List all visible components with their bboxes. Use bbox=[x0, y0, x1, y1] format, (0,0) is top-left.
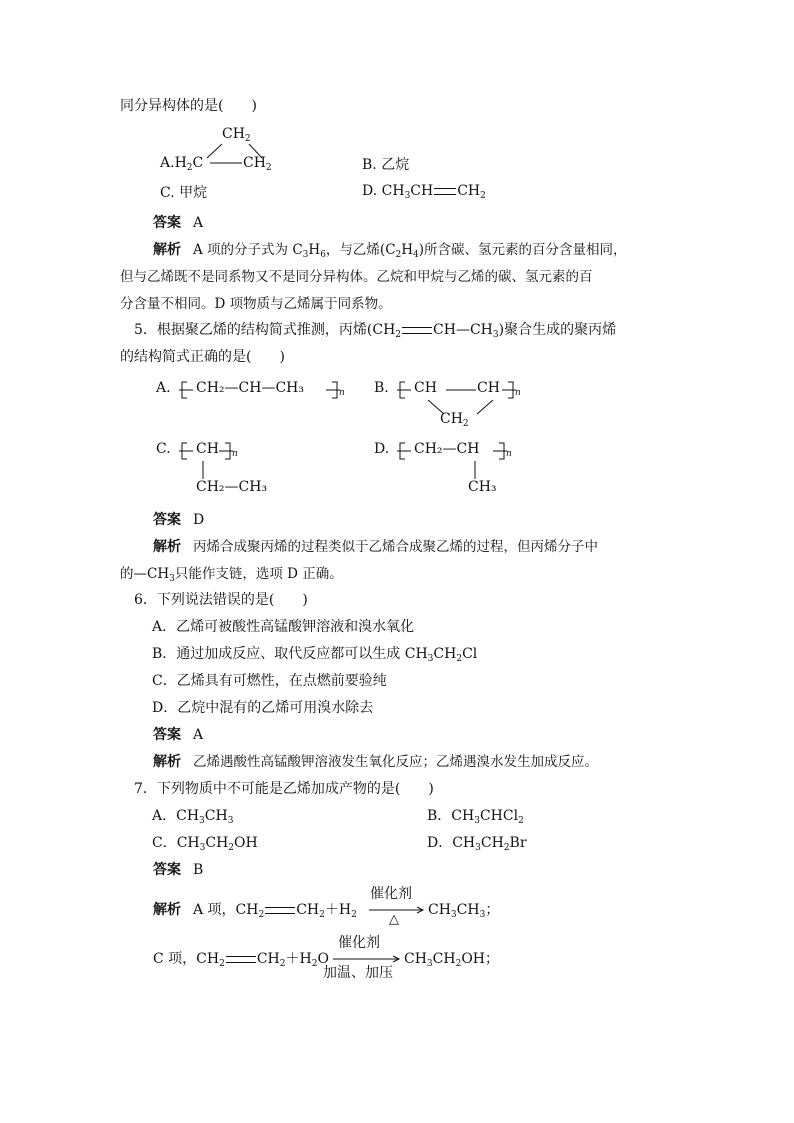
q5-optB-n: n bbox=[515, 388, 521, 398]
q6-analysis: 解析 乙烯遇酸性高锰酸钾溶液发生氧化反应；乙烯遇溴水发生加成反应。 bbox=[153, 754, 598, 770]
q4-optA-ch2-right: $CH_2$ bbox=[243, 155, 272, 173]
q7-eqA-left: 解析 A 项，$CH_2$ $CH_2+H_2$ bbox=[153, 902, 357, 920]
q7-optB: B．$CH_3CHCl_2$ bbox=[427, 808, 524, 826]
q6-optA: A．乙烯可被酸性高锰酸钾溶液和溴水氧化 bbox=[152, 619, 415, 635]
q7-eqC-left: C 项，$CH_2$ $CH_2+H_2O$ bbox=[153, 951, 329, 969]
q4-optA-ch2-top: $CH_2$ bbox=[222, 126, 251, 144]
q6-optC: C．乙烯具有可燃性，在点燃前要验纯 bbox=[152, 673, 387, 689]
q5-optB-ch-left: CH bbox=[414, 380, 437, 396]
q6-optD: D．乙烷中混有的乙烯可用溴水除去 bbox=[152, 700, 374, 716]
q5-optC-ch: CH bbox=[196, 441, 219, 457]
q5-analysis-l1: 解析 丙烯合成聚丙烯的过程类似于乙烯合成聚乙烯的过程，但丙烯分子中 bbox=[153, 539, 598, 555]
q6-answer: 答案 A bbox=[153, 727, 204, 743]
q5-optA-n: n bbox=[339, 388, 345, 398]
q5-optC-n: n bbox=[232, 449, 238, 459]
q5-stem-l2: 的结构简式正确的是( ) bbox=[120, 349, 285, 365]
q5-analysis-l2: 的$—CH_3$只能作支链，选项 D 正确。 bbox=[120, 566, 343, 584]
q5-optD-main: CH₂—CH bbox=[414, 441, 480, 457]
q4-optD: D. $CH_3CH$ $CH_2$ bbox=[362, 183, 486, 201]
q4-analysis-l3: 分含量不相同。D 项物质与乙烯属于同系物。 bbox=[120, 296, 392, 312]
q5-optB-label: B. bbox=[374, 380, 389, 396]
q7-answer: 答案 B bbox=[153, 862, 204, 878]
q5-optA-formula: CH₂—CH—CH₃ bbox=[196, 380, 304, 396]
q5-optB-ch-right: CH bbox=[477, 380, 500, 396]
q7-eqC-cond-bottom: 加温、加压 bbox=[323, 965, 393, 981]
q5-optB-ch2: $CH_2$ bbox=[440, 411, 469, 429]
q7-eqA-cond-bottom: △ bbox=[389, 912, 399, 927]
q5-optA-label: A. bbox=[156, 380, 171, 396]
q4-optB: B. 乙烷 bbox=[362, 157, 410, 173]
q7-optA: A．$CH_3CH_3$ bbox=[152, 808, 234, 826]
q4-analysis-l2: 但与乙烯既不是同系物又不是同分异构体。乙烷和甲烷与乙烯的碳、氢元素的百 bbox=[120, 269, 593, 285]
q7-eqC-right: $CH_3CH_2OH$； bbox=[404, 951, 499, 969]
q7-eqA-right: $CH_3CH_3$； bbox=[428, 902, 500, 920]
q7-eqC-cond-top: 催化剂 bbox=[338, 935, 380, 951]
q4-optA: $A.H_2C$ bbox=[160, 155, 204, 173]
q5-answer: 答案 D bbox=[153, 512, 205, 528]
q5-optC-branch: CH₂—CH₃ bbox=[196, 479, 268, 495]
q7-eqA-cond-top: 催化剂 bbox=[370, 886, 412, 902]
q5-optD-branch: CH₃ bbox=[468, 479, 497, 495]
q6-optB: B．通过加成反应、取代反应都可以生成 $CH_3CH_2Cl$ bbox=[152, 646, 478, 664]
q4-stem-tail: 同分异构体的是( ) bbox=[120, 98, 257, 114]
q4-optC: C. 甲烷 bbox=[160, 185, 208, 201]
q7-optC: C．$CH_3CH_2OH$ bbox=[152, 835, 258, 853]
q5-optD-label: D. bbox=[374, 441, 390, 457]
q7-stem: 7．下列物质中不可能是乙烯加成产物的是( ) bbox=[134, 781, 434, 797]
q6-stem: 6．下列说法错误的是( ) bbox=[134, 592, 308, 608]
q4-analysis-l1: 解析 A 项的分子式为 $C_3H_6$，与乙烯$(C_2H_4)$所含碳、氢元素的百分含量相同， bbox=[153, 242, 627, 260]
q5-optC-label: C. bbox=[156, 441, 171, 457]
q5-stem-l1: 5．根据聚乙烯的结构简式推测，丙烯($CH_2$ $CH—CH_3$)聚合生成的聚丙烯 bbox=[134, 322, 617, 340]
q5-optD-n: n bbox=[506, 449, 512, 459]
q7-optD: D．$CH_3CH_2Br$ bbox=[427, 835, 527, 853]
q4-answer: 答案 A bbox=[153, 215, 204, 231]
